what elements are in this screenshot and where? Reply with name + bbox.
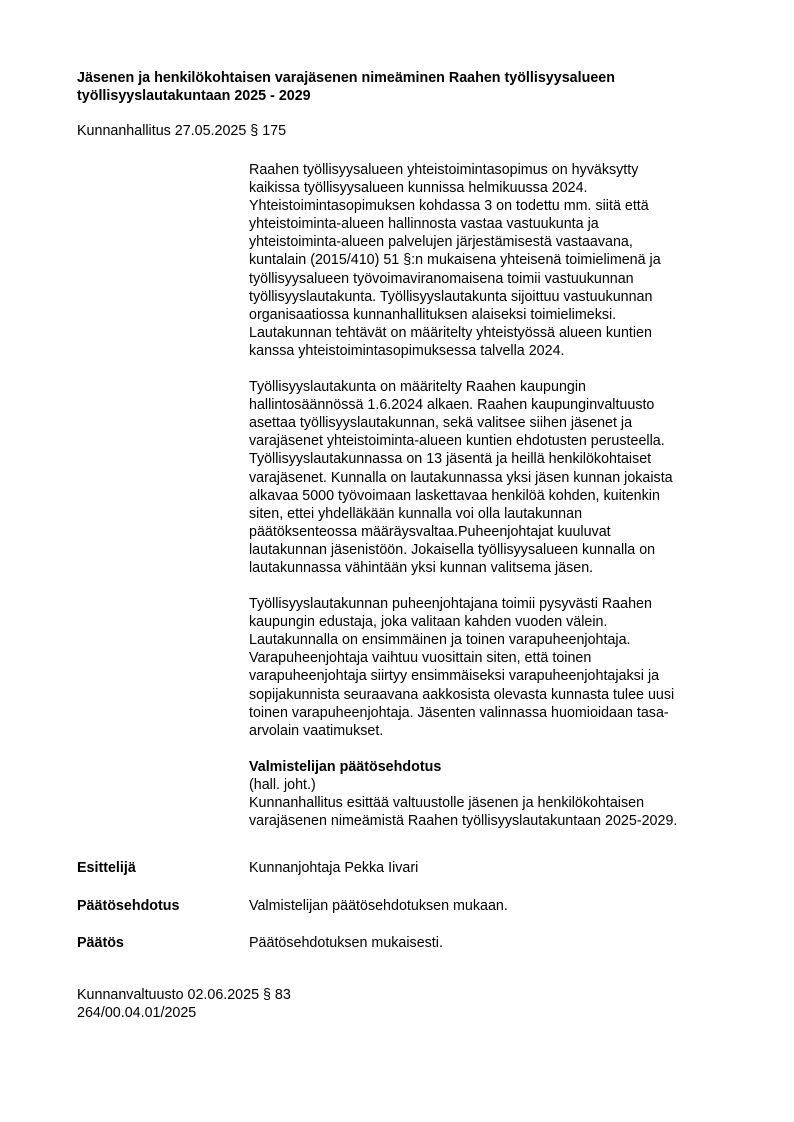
paragraph-line: toinen varapuheenjohtaja. Jäsenten valinnassa huomioidaan tasa- [249,704,669,721]
row-label: Esittelijä [77,860,136,876]
preparation-author: (hall. joht.) [249,776,316,793]
paragraph-line: Työllisyyslautakunnan puheenjohtajana toimii pysyvästi Raahen [249,596,652,613]
paragraph-line: yhteistoiminta-alueen palvelujen järjestämisestä vastaavana, [249,234,633,251]
paragraph-line: asettaa työllisyyslautakunnan, sekä valitsee siihen jäsenet ja [249,415,633,432]
paragraph-line: kaupungin edustaja, joka valitaan kahden vuoden välein. [249,614,608,631]
paragraph-line: arvolain vaatimukset. [249,722,384,739]
paragraph-line: kaikissa työllisyysalueen kunnissa helmikuussa 2024. [249,180,588,197]
footer-reference [77,986,291,1022]
paragraph-line: yhteistoiminta-alueen hallinnosta vastaa vastuukunta ja [249,216,599,233]
title-line-1: Jäsenen ja henkilökohtaisen varajäsenen nimeäminen Raahen työllisyysalueen [77,70,615,86]
paragraph-line: Lautakunnalla on ensimmäinen ja toinen varapuheenjohtaja. [249,632,631,649]
row-label: Päätös [77,935,124,951]
paragraph-line: varajäsenet yhteistoiminta-alueen kuntien ehdotusten perusteella. [249,433,665,450]
paragraph-line: alkavaa 5000 työvoimaan laskettavaa henkilöä kohden, kuitenkin [249,487,660,504]
paragraph-line: hallintosäännössä 1.6.2024 alkaen. Raahen kaupunginvaltuusto [249,397,655,414]
paragraph-line: kuntalain (2015/410) 51 §:n mukaisena yhteisenä toimielimenä ja [249,252,661,269]
row-value: Valmistelijan päätösehdotuksen mukaan. [249,898,508,914]
footer-meeting: Kunnanvaltuusto 02.06.2025 § 83 [77,987,291,1003]
preparation-heading: Valmistelijan päätösehdotus [249,758,442,775]
paragraph-line: työllisyyslautakunta. Työllisyyslautakunta sijoittuu vastuukunnan [249,288,653,305]
body-text [249,161,739,830]
paragraph-line: kanssa yhteistoimintasopimuksessa talvella 2024. [249,342,565,359]
paragraph-line: Yhteistoimintasopimuksen kohdassa 3 on todettu mm. siitä että [249,198,649,215]
row-value: Kunnanjohtaja Pekka Iivari [249,860,419,876]
title-line-2: työllisyyslautakuntaan 2025 - 2029 [77,88,311,105]
paragraph-line: varapuheenjohtaja siirtyy ensimmäiseksi varapuheenjohtajaksi ja [249,668,660,685]
paragraph-2 [249,378,739,577]
preparation-line: Kunnanhallitus esittää valtuustolle jäsenen ja henkilökohtaisen [249,795,645,811]
paragraph-line: lautakunnan jäsenistöön. Jokaisella työllisyysalueen kunnalla on [249,541,656,558]
row-label: Päätösehdotus [77,898,180,914]
paragraph-line: päätöksenteossa määräysvaltaa.Puheenjohtajat kuuluvat [249,523,611,540]
row-value: Päätösehdotuksen mukaisesti. [249,935,443,951]
paragraph-line: Varapuheenjohtaja vaihtuu vuosittain siten, että toinen [249,650,592,667]
paragraph-3 [249,595,739,740]
paragraph-line: työllisyysalueen työvoimaviranomaisena toimii vastuukunnan [249,270,634,287]
paragraph-line: Työllisyyslautakunnassa on 13 jäsentä ja heillä henkilökohtaiset [249,451,652,468]
paragraph-line: sopijakunnista seuraavana aakkosista olevasta kunnasta tulee uusi [249,686,675,703]
meeting-reference: Kunnanhallitus 27.05.2025 § 175 [77,123,287,139]
paragraph-line: siten, ettei yhdelläkään kunnalla voi olla lautakunnan [249,505,583,522]
paragraph-line: lautakunnassa vähintään yksi kunnan valitsema jäsen. [249,559,594,576]
paragraph-line: Lautakunnan tehtävät on määritelty yhteistyössä alueen kuntien [249,324,652,341]
preparation-proposal [249,758,739,830]
paragraph-line: varajäsenet. Kunnalla on lautakunnassa yksi jäsen kunnan jokaista [249,469,673,486]
document-title [77,69,737,105]
paragraph-line: organisaatiossa kunnanhallituksen alaiseksi toimielimeksi. [249,306,617,323]
paragraph-1 [249,161,739,360]
paragraph-line: Työllisyyslautakunta on määritelty Raahen kaupungin [249,379,586,396]
paragraph-line: Raahen työllisyysalueen yhteistoimintasopimus on hyväksytty [249,162,639,178]
footer-record-number: 264/00.04.01/2025 [77,1005,197,1022]
preparation-line: varajäsenen nimeämistä Raahen työllisyyslautakuntaan 2025-2029. [249,813,678,830]
